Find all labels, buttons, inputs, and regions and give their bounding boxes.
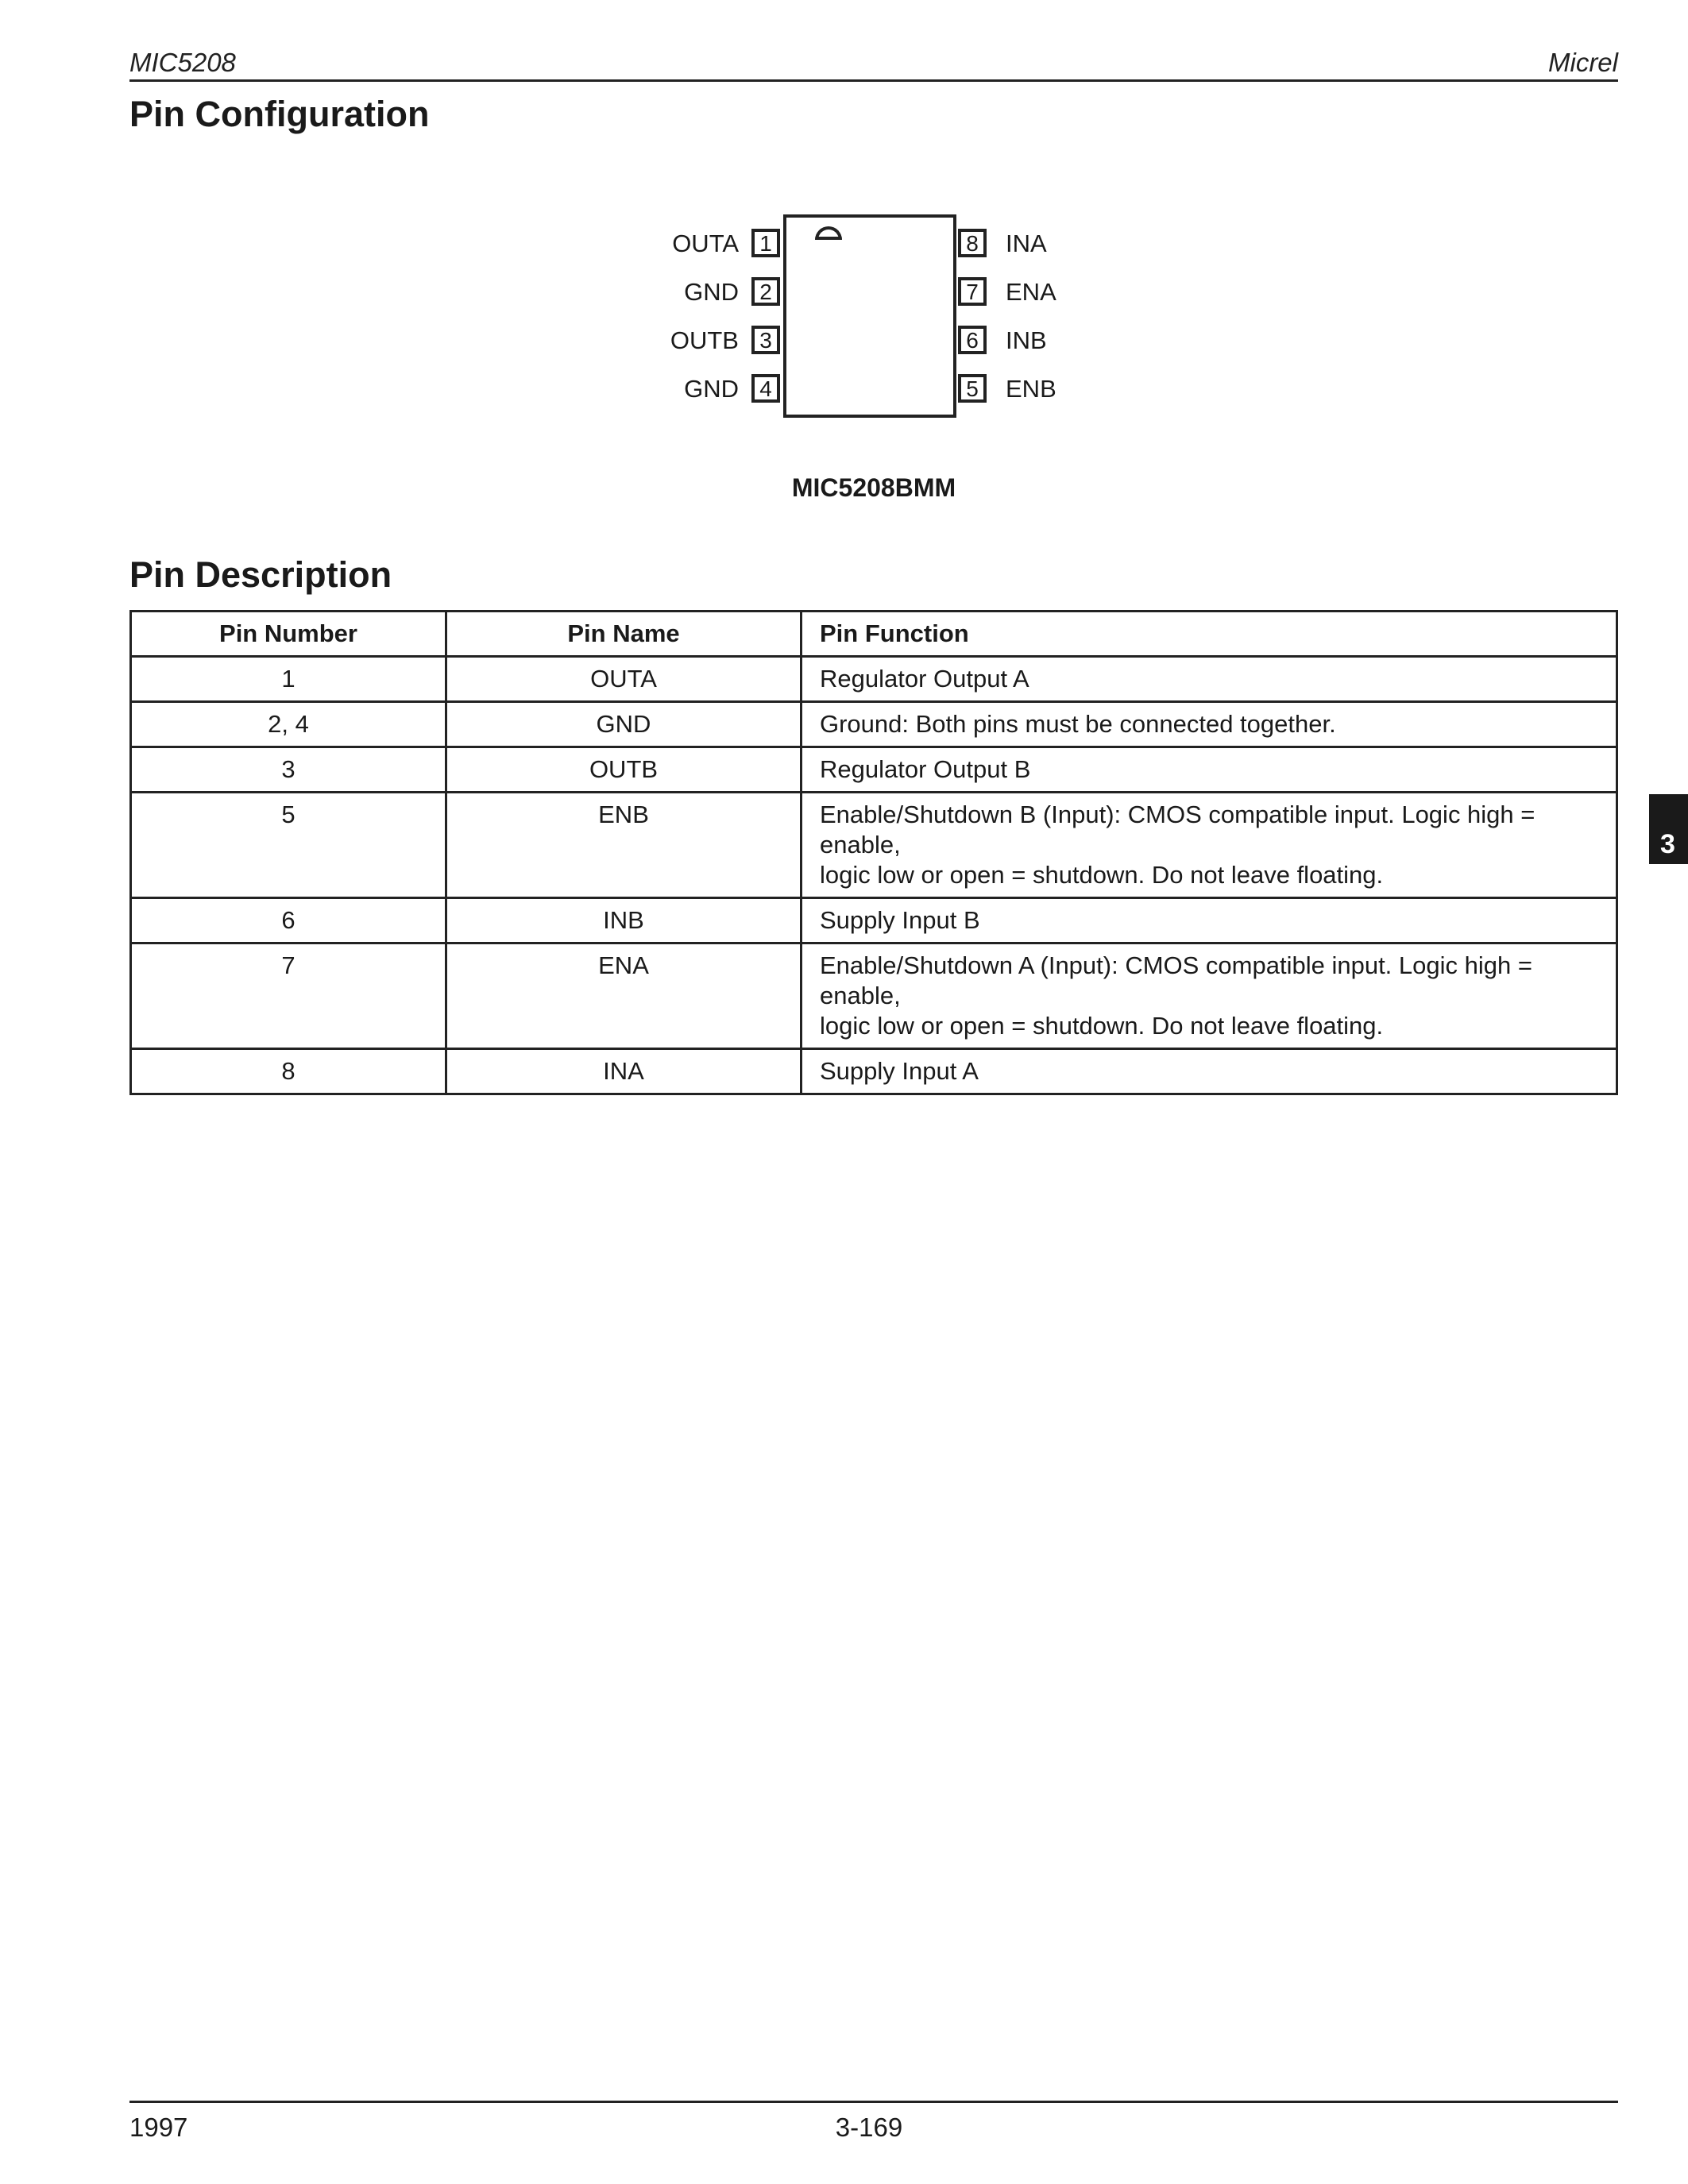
cell-pin-name: OUTB (446, 747, 802, 793)
function-line: logic low or open = shutdown. Do not leave floating. (820, 861, 1384, 889)
header-pin-number: Pin Number (131, 612, 446, 657)
footer-year: 1997 (129, 2113, 188, 2142)
cell-pin-name: INA (446, 1049, 802, 1094)
header-company: Micrel (1548, 48, 1618, 77)
header-pin-function: Pin Function (802, 612, 1617, 657)
header-part-number: MIC5208 (129, 48, 236, 77)
table-row (131, 702, 1617, 747)
pin-description-title: Pin Description (129, 554, 392, 595)
function-line: Enable/Shutdown B (Input): CMOS compatible input. Logic high = enable, (820, 801, 1535, 859)
pin-number-8: 8 (958, 229, 987, 257)
cell-pin-function (802, 943, 1617, 1049)
table-row (131, 898, 1617, 943)
pin-label-2: GND (684, 278, 739, 306)
pin-number-7: 7 (958, 277, 987, 306)
cell-pin-name: ENA (446, 943, 802, 1049)
header-pin-name: Pin Name (446, 612, 802, 657)
cell-pin-function: Regulator Output B (802, 747, 1617, 793)
cell-pin-name: INB (446, 898, 802, 943)
pin-label-5: ENB (1006, 375, 1056, 403)
pin-number-6: 6 (958, 326, 987, 354)
pin-label-1: OUTA (672, 230, 739, 257)
cell-pin-function: Supply Input A (802, 1049, 1617, 1094)
pin-number-5: 5 (958, 374, 987, 403)
pin-label-8: INA (1006, 230, 1047, 257)
part-caption: MIC5208BMM (791, 473, 956, 502)
table-row (131, 657, 1617, 702)
table-row (131, 793, 1617, 898)
chip-body (783, 214, 956, 418)
pin-number-2: 2 (751, 277, 780, 306)
pin-description-table (129, 610, 1618, 1095)
cell-pin-function: Supply Input B (802, 898, 1617, 943)
table-header-row (131, 612, 1617, 657)
cell-pin-name: ENB (446, 793, 802, 898)
cell-pin-number: 3 (131, 747, 446, 793)
cell-pin-name: OUTA (446, 657, 802, 702)
cell-pin-number: 5 (131, 793, 446, 898)
table-row (131, 943, 1617, 1049)
cell-pin-number: 8 (131, 1049, 446, 1094)
pin-label-6: INB (1006, 326, 1047, 354)
table-row (131, 1049, 1617, 1094)
footer-page-number: 3-169 (835, 2113, 903, 2142)
pin-diagram (0, 0, 1688, 524)
function-line: Enable/Shutdown A (Input): CMOS compatible input. Logic high = enable, (820, 951, 1532, 1009)
section-tab (1649, 794, 1688, 864)
cell-pin-name: GND (446, 702, 802, 747)
cell-pin-function: Regulator Output A (802, 657, 1617, 702)
function-line: logic low or open = shutdown. Do not leave floating. (820, 1012, 1384, 1040)
pin-label-7: ENA (1006, 278, 1056, 306)
cell-pin-number: 2, 4 (131, 702, 446, 747)
footer-rule (129, 2101, 1618, 2103)
cell-pin-function (802, 793, 1617, 898)
pin-configuration-title: Pin Configuration (129, 94, 430, 134)
pin-number-4: 4 (751, 374, 780, 403)
pin-label-4: GND (684, 375, 739, 403)
pin-number-1: 1 (751, 229, 780, 257)
cell-pin-number: 7 (131, 943, 446, 1049)
pin-number-3: 3 (751, 326, 780, 354)
section-tab-glyph: 3 (1660, 829, 1675, 859)
cell-pin-number: 6 (131, 898, 446, 943)
table-row (131, 747, 1617, 793)
cell-pin-number: 1 (131, 657, 446, 702)
cell-pin-function: Ground: Both pins must be connected together. (802, 702, 1617, 747)
pin-label-3: OUTB (670, 326, 739, 354)
